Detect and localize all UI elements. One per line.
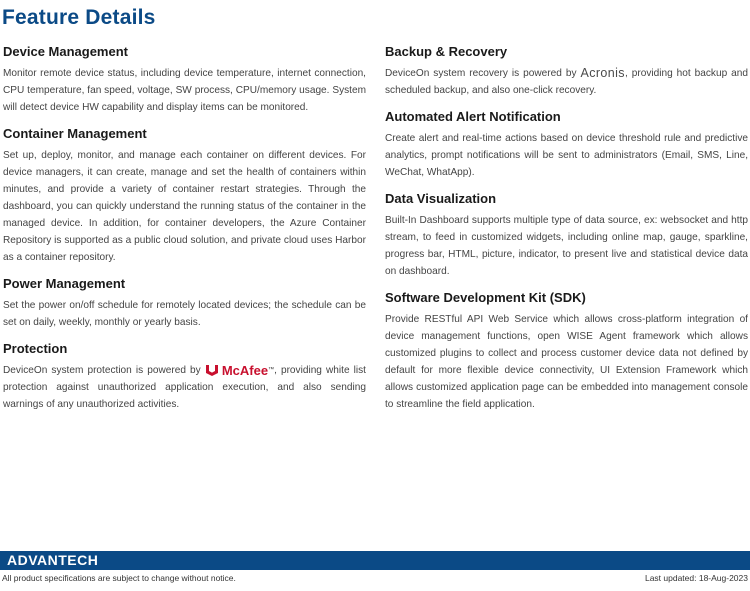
section-heading: Automated Alert Notification	[385, 109, 561, 125]
footer-bar	[0, 551, 750, 570]
trademark-mark: ™	[268, 366, 275, 373]
section-heading: Container Management	[3, 126, 147, 141]
advantech-logo: ADVANTECH	[3, 552, 102, 569]
section-backup-recovery	[385, 44, 748, 99]
section-heading: Power Management	[3, 276, 126, 291]
section-heading: Data Visualization	[385, 191, 497, 207]
footer-disclaimer: All product specifications are subject to change without notice.	[2, 573, 236, 583]
left-column	[3, 44, 366, 423]
body-text-post: , providing hot backup and scheduled backup, and also one-click recovery.	[385, 68, 749, 97]
footer-last-updated: Last updated: 18-Aug-2023	[644, 573, 748, 583]
section-body: Provide RESTful API Web Service which allows cross-platform integration of device management functions, open WISE Agent framework which allows customized plugins to collect and process customer device data not defined by default for more flexible device connectivity, UI Extension Framework which allows customized application page can be embedded into management console to streamline the field application.	[385, 314, 748, 411]
section-body	[385, 65, 748, 99]
section-heading: Protection	[3, 341, 68, 356]
body-text-pre: DeviceOn system protection is powered by	[3, 365, 205, 376]
section-body: Built-In Dashboard supports multiple type of data source, ex: websocket and http stream, to feed in customized widgets, including online map, gauge, sparkline, progress bar, HTML, picture, indicator, to present live and statistical device data on dashboard.	[385, 215, 748, 278]
body-text-pre: DeviceOn system recovery is powered by	[385, 68, 581, 80]
section-body: Set the power on/off schedule for remotely located devices; the schedule can be set on daily, weekly, monthly or yearly basis.	[3, 300, 366, 328]
section-body: Monitor remote device status, including device temperature, internet connection, CPU temperature, fan speed, voltage, SW process, CPU/memory usage. System will detect device HW capability and display items can be monitored.	[3, 68, 366, 113]
right-column	[385, 44, 748, 423]
section-data-visualization	[385, 191, 748, 280]
acronis-logo: Acronis	[580, 66, 625, 80]
section-body: Set up, deploy, monitor, and manage each container on different devices. For device managers, it can create, manage and set the health of containers within minutes, and provide a variety of container restart strategies. Through the dashboard, you can quickly understand the running status of the container in the managed device. In addition, for container developers, the Azure Container Repository is supported as a public cloud solution, and private cloud uses Harbor as a container repository.	[3, 150, 366, 263]
page-title: Feature Details	[2, 6, 156, 29]
section-body	[3, 362, 366, 413]
mcafee-wordmark: McAfee	[221, 362, 269, 378]
mcafee-logo	[205, 364, 274, 377]
body-text-post: , providing white list protection against unauthorized application execution, and also sending warnings of any unauthorized activities.	[3, 365, 366, 410]
section-container-management	[3, 126, 366, 266]
section-device-management	[3, 44, 366, 116]
mcafee-shield-icon	[205, 364, 219, 376]
section-power-management	[3, 276, 366, 331]
section-sdk	[385, 290, 748, 413]
section-heading: Backup & Recovery	[385, 44, 508, 59]
section-heading: Software Development Kit (SDK)	[385, 290, 586, 306]
section-protection	[3, 341, 366, 413]
section-heading: Device Management	[3, 44, 128, 59]
section-body: Create alert and real-time actions based on device threshold rule and predictive analytics, prompt notifications will be sent to administrators (Email, SMS, Line, WeChat, WhatApp).	[385, 133, 748, 179]
section-automated-alert	[385, 109, 748, 181]
